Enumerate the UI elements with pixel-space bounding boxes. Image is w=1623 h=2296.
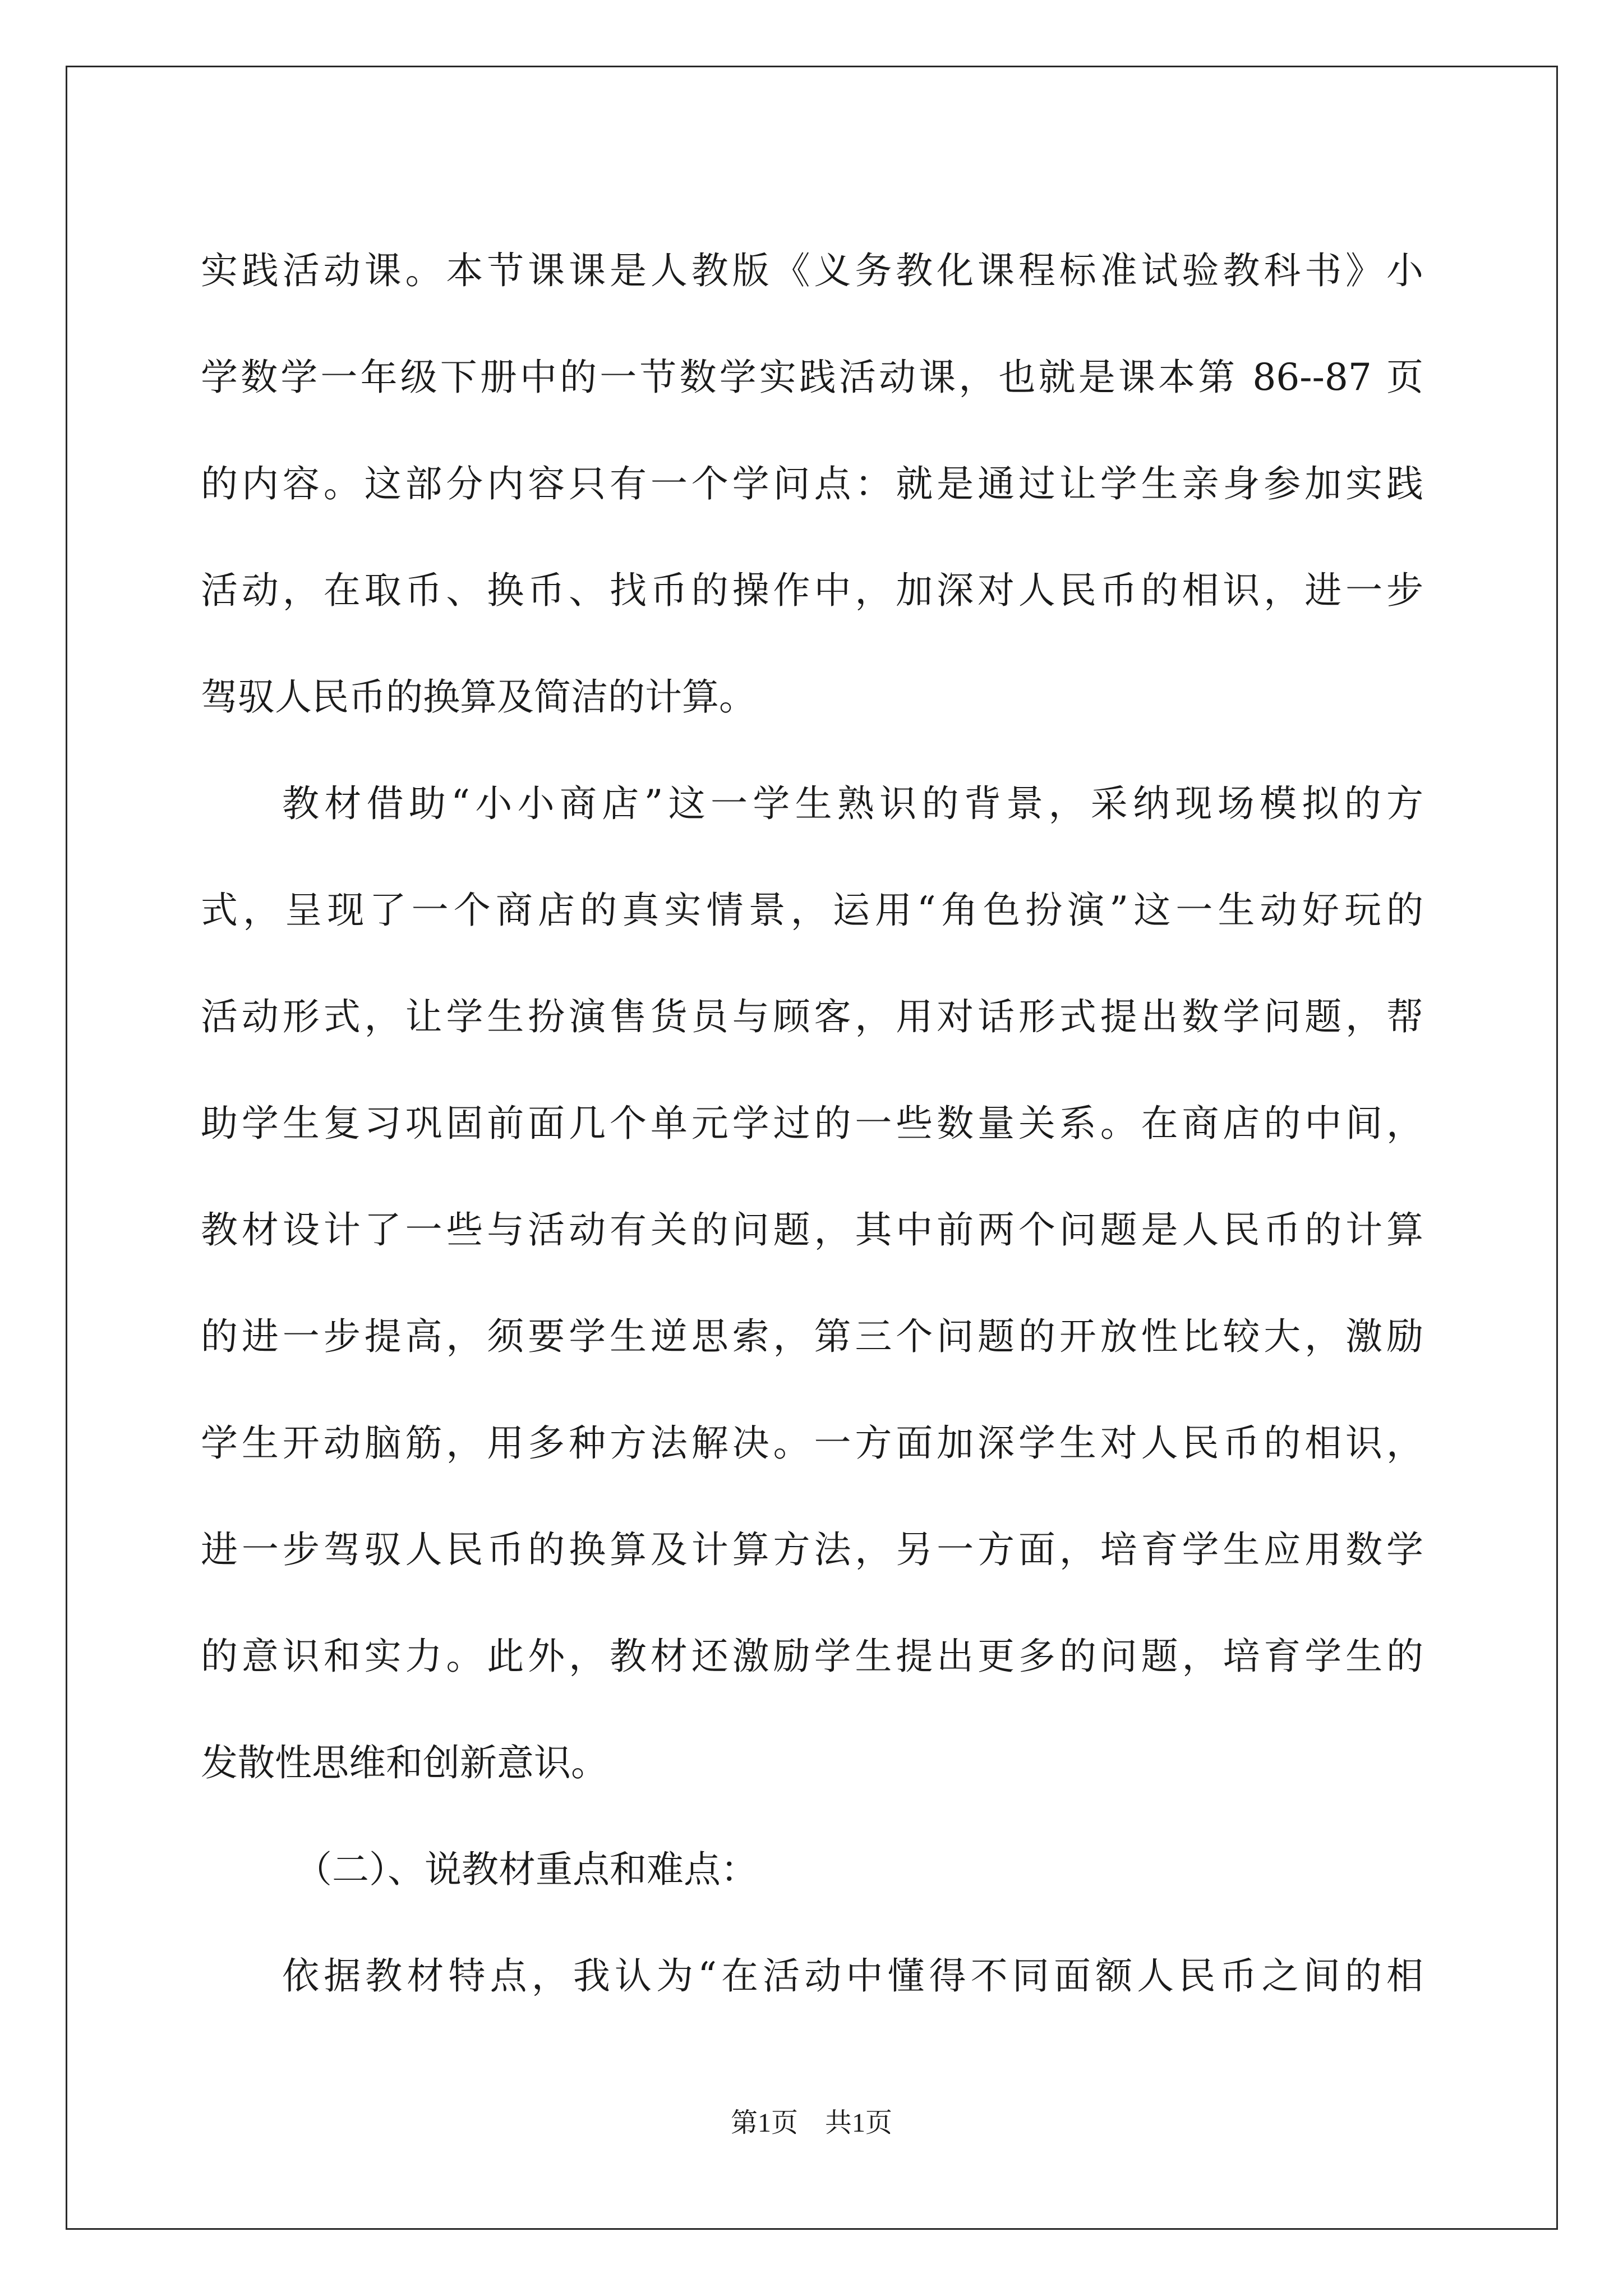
text-line: 活动形式，让学生扮演售货员与顾客，用对话形式提出数学问题，帮 (201, 995, 1423, 1038)
text-line: 进一步驾驭人民币的换算及计算方法，另一方面，培育学生应用数学 (201, 1528, 1423, 1571)
text-line: 学数学一年级下册中的一节数学实践活动课，也就是课本第 86--87 页 (201, 356, 1423, 399)
text-line: 的内容。这部分内容只有一个学问点：就是通过让学生亲身参加实践 (201, 462, 1423, 505)
page-footer: 第1页 共1页 (730, 2108, 892, 2138)
text-line: 教材借助“小小商店”这一学生熟识的背景，采纳现场模拟的方 (282, 782, 1423, 825)
text-line: 依据教材特点，我认为“在活动中懂得不同面额人民币之间的相 (282, 1954, 1423, 1998)
section-heading: （二）、说教材重点和难点： (295, 1848, 758, 1891)
text-line: 的进一步提高，须要学生逆思索，第三个问题的开放性比较大，激励 (201, 1315, 1423, 1358)
text-line: 的意识和实力。此外，教材还激励学生提出更多的问题，培育学生的 (201, 1635, 1423, 1678)
text-line: 驾驭人民币的换算及简洁的计算。 (201, 675, 756, 719)
text-line: 实践活动课。本节课课是人教版《义务教化课程标准试验教科书》小 (201, 249, 1423, 292)
document-body (201, 218, 1423, 2030)
text-line: 发散性思维和创新意识。 (201, 1741, 608, 1784)
text-line: 活动，在取币、换币、找币的操作中，加深对人民币的相识，进一步 (201, 569, 1423, 612)
text-line: 学生开动脑筋，用多种方法解决。一方面加深学生对人民币的相识， (201, 1421, 1423, 1465)
text-line: 式，呈现了一个商店的真实情景，运用“角色扮演”这一生动好玩的 (201, 889, 1423, 932)
text-line: 助学生复习巩固前面几个单元学过的一些数量关系。在商店的中间， (201, 1102, 1423, 1145)
text-line: 教材设计了一些与活动有关的问题，其中前两个问题是人民币的计算 (201, 1208, 1423, 1251)
